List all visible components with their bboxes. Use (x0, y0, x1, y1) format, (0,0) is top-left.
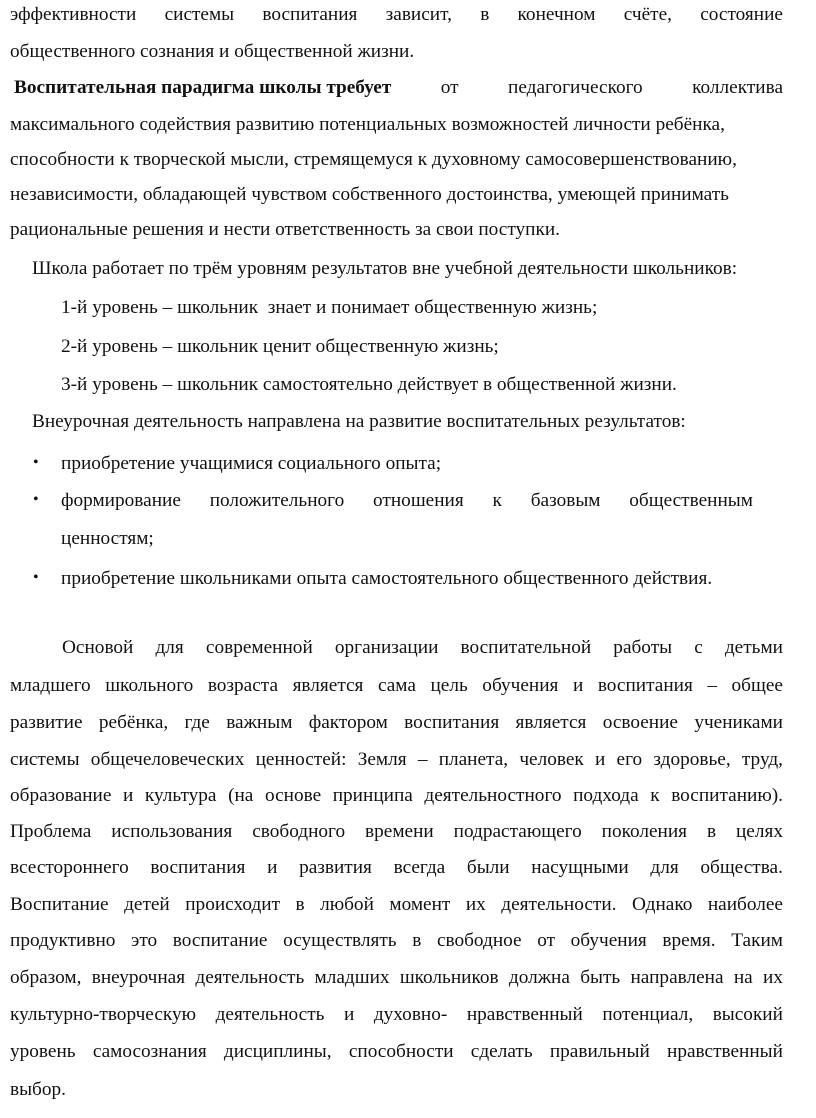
word: направлена (630, 967, 724, 988)
word: целях (735, 821, 783, 842)
bullet-2-marker: • (33, 491, 39, 508)
word: детей (124, 894, 170, 915)
word: время. (662, 930, 716, 951)
word: учениками (694, 712, 783, 733)
word: наиболее (707, 894, 783, 915)
word: образом, (10, 967, 82, 988)
final-paragraph-line (10, 676, 783, 695)
word: – (417, 749, 428, 770)
bullet-1-text: приобретение учащимися социального опыта; (61, 453, 442, 474)
word: обучения (570, 930, 647, 951)
word: их (465, 894, 486, 915)
word: самосознания (92, 1041, 207, 1062)
word: и (594, 749, 606, 770)
word: коллектива (692, 77, 783, 98)
word: подхода (573, 785, 639, 806)
word: высокий (712, 1004, 783, 1025)
word: фактором (308, 712, 388, 733)
word: базовым (530, 490, 601, 511)
word: деятельности. (501, 894, 617, 915)
word: развития (299, 857, 372, 878)
word: воспитания (262, 4, 358, 25)
word: поколения (601, 821, 688, 842)
word: обучения (482, 675, 559, 696)
word: должна (508, 967, 570, 988)
word: правильный (549, 1041, 650, 1062)
word: общечеловеческих (90, 749, 245, 770)
bullet-2-line1 (61, 491, 753, 510)
word: в (480, 4, 490, 25)
word: Воспитание (10, 894, 109, 915)
word: любой (320, 894, 374, 915)
word: является (292, 675, 364, 696)
word: Основой (62, 637, 134, 658)
final-paragraph-line (10, 931, 783, 950)
word: всестороннего (10, 857, 129, 878)
word: Однако (631, 894, 693, 915)
word: человек (519, 749, 584, 770)
bullet-1-marker: • (33, 454, 39, 471)
bullet-2-line2: ценностям; (61, 528, 154, 549)
word: зависит, (385, 4, 452, 25)
word: важным (226, 712, 293, 733)
word: принципа (332, 785, 413, 806)
word: общественным (629, 490, 753, 511)
word: состояние (700, 4, 783, 25)
word: свободное (436, 930, 522, 951)
bullet-3-text: приобретение школьниками опыта самостоятельного общественного действия. (61, 568, 713, 589)
word: системы (164, 4, 235, 25)
word: культурно-творческую (10, 1004, 197, 1025)
word: (на (228, 785, 254, 806)
word: потенциал, (602, 1004, 694, 1025)
word: ребёнка, (98, 712, 169, 733)
word: отношения (373, 490, 464, 511)
word: к (492, 490, 502, 511)
word: сама (377, 675, 416, 696)
word: образование (10, 785, 112, 806)
word: цель (430, 675, 468, 696)
word: деятельность (195, 967, 305, 988)
word: воспитания (597, 675, 693, 696)
word: были (466, 857, 510, 878)
word: деятельностного (424, 785, 562, 806)
word: педагогического (508, 77, 643, 98)
word: осуществлять (283, 930, 397, 951)
bullet-3-marker: • (33, 569, 39, 586)
word: в (295, 894, 305, 915)
para2-line5: рациональные решения и нести ответственность за свои поступки. (10, 219, 560, 240)
final-paragraph-line (62, 638, 783, 657)
word: воспитания (150, 857, 246, 878)
level-1: 1-й уровень – школьник знает и понимает общественную жизнь; (61, 297, 598, 318)
word: общества. (700, 857, 783, 878)
word: и (122, 785, 134, 806)
word: работы (613, 637, 673, 658)
word: нравственный (466, 1004, 583, 1025)
level-3: 3-й уровень – школьник самостоятельно действует в общественной жизни. (61, 374, 677, 395)
final-last-line: выбор. (10, 1079, 66, 1100)
word: счёте, (623, 4, 672, 25)
word: быть (580, 967, 621, 988)
final-paragraph-line (10, 713, 783, 732)
final-paragraph-line (10, 786, 783, 805)
word: для (155, 637, 184, 658)
word: и (267, 857, 278, 878)
word: и (572, 675, 584, 696)
word: труд, (741, 749, 783, 770)
word: духовно- (373, 1004, 448, 1025)
final-paragraph-line (10, 1042, 783, 1061)
word: сделать (470, 1041, 533, 1062)
word: – (707, 675, 717, 696)
word: ценностей: (255, 749, 347, 770)
final-paragraph-line (10, 1005, 783, 1024)
word: продуктивно (10, 930, 116, 951)
word: формирование (61, 490, 181, 511)
word: где (184, 712, 210, 733)
word: всегда (393, 857, 446, 878)
final-paragraph-line (10, 858, 783, 877)
word: планета, (438, 749, 509, 770)
word: здоровье, (653, 749, 731, 770)
levels-intro: Школа работает по трём уровням результатов вне учебной деятельности школьников: (32, 258, 738, 279)
word: дисциплины, (223, 1041, 332, 1062)
para2-line4: независимости, обладающей чувством собственного достоинства, умеющей принимать (10, 184, 729, 205)
word: младших (314, 967, 390, 988)
word: это (131, 930, 158, 951)
final-paragraph-line (10, 750, 783, 769)
word: деятельность (215, 1004, 325, 1025)
word: и (343, 1004, 355, 1025)
word: воспитанию). (671, 785, 783, 806)
word: способности (348, 1041, 454, 1062)
word: насущными (531, 857, 629, 878)
final-paragraph-line (10, 822, 783, 841)
word: общее (731, 675, 783, 696)
word: возраста (207, 675, 279, 696)
word: воспитание (172, 930, 268, 951)
word: современной (205, 637, 313, 658)
level-2: 2-й уровень – школьник ценит общественную жизнь; (61, 336, 499, 357)
word: эффективности (10, 4, 137, 25)
word: Земля (357, 749, 407, 770)
word: подрастающего (453, 821, 582, 842)
word: положительного (209, 490, 345, 511)
word: системы (10, 749, 80, 770)
word: организации (334, 637, 439, 658)
word: воспитания (404, 712, 500, 733)
word: нравственный (667, 1041, 783, 1062)
final-paragraph-line (10, 968, 783, 987)
word: на (733, 967, 753, 988)
word: развитие (10, 712, 83, 733)
word: с (694, 637, 703, 658)
para2-line1 (14, 78, 783, 97)
word: свободного (252, 821, 346, 842)
word: времени (365, 821, 434, 842)
word: его (616, 749, 643, 770)
para2-line2: максимального содействия развитию потенциальных возможностей личности ребёнка, (10, 114, 725, 135)
word: основе (264, 785, 322, 806)
word: в (412, 930, 422, 951)
word: использования (111, 821, 233, 842)
word: в (706, 821, 717, 842)
word: младшего (10, 675, 91, 696)
para2-lead-bold: Воспитательная парадигма школы требует (14, 77, 392, 98)
word: культура (144, 785, 217, 806)
word: школьного (105, 675, 194, 696)
word: Таким (731, 930, 783, 951)
word: для (650, 857, 679, 878)
final-paragraph-line (10, 895, 783, 914)
word: от (537, 930, 556, 951)
word: момент (389, 894, 451, 915)
word: их (762, 967, 783, 988)
word: внеурочная (91, 967, 186, 988)
word: уровень (10, 1041, 76, 1062)
word: детьми (724, 637, 783, 658)
para1-line2: общественного сознания и общественной жизни. (10, 41, 415, 62)
word: от (440, 77, 459, 98)
word: Проблема (10, 821, 92, 842)
word: является (515, 712, 587, 733)
word: происходит (185, 894, 281, 915)
para2-line3: способности к творческой мысли, стремящемуся к духовному самосовершенствованию, (10, 149, 737, 170)
extracurricular-intro: Внеурочная деятельность направлена на развитие воспитательных результатов: (32, 411, 686, 432)
word: конечном (517, 4, 596, 25)
word: освоение (602, 712, 678, 733)
para1-line1 (10, 5, 783, 24)
word: школьников (399, 967, 499, 988)
word: воспитательной (460, 637, 592, 658)
word: к (650, 785, 660, 806)
